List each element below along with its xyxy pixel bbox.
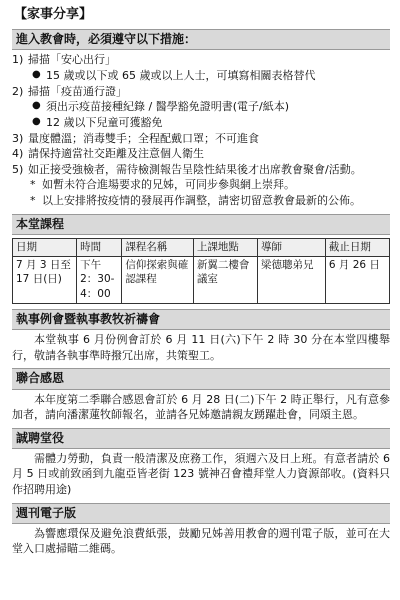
hiring-heading: 誠聘堂役 bbox=[12, 428, 390, 449]
list-item: 3) 量度體溫；消毒雙手；全程配戴口罩；不可進食 bbox=[12, 131, 259, 145]
col-venue: 上課地點 bbox=[193, 238, 257, 256]
hiring-text: 需體力勞動，負責一般清潔及庶務工作，須週六及日上班。有意者請於 6 月 5 日或前致函到九龍亞皆老街 123 號神召會禮拜堂人力資源部收。(資料只作招聘用途) bbox=[12, 451, 390, 496]
fellowship-text: 本年度第二季聯合感恩會訂於 6 月 28 日(二)下午 2 時正舉行，凡有意參加者，請向潘潔蓮牧師報名，並請各兄姊邀請親友踴躍赴會，同頌主恩。 bbox=[12, 392, 390, 422]
list-item: 2) 掃描「疫苗通行證」 bbox=[12, 84, 127, 98]
note-item: * 如暫未符合進場要求的兄姊，可同步參與網上崇拜。 bbox=[30, 178, 295, 192]
courses-heading: 本堂課程 bbox=[12, 214, 390, 235]
deacons-heading: 執事例會暨執事教牧祈禱會 bbox=[12, 309, 390, 330]
entry-measures-list bbox=[12, 52, 390, 208]
list-item: 4) 請保持適當社交距離及注意個人衛生 bbox=[12, 147, 204, 161]
list-subitem: ● 12 歲以下兒童可獲豁免 bbox=[32, 115, 163, 129]
list-item: 1) 掃描「安心出行」 bbox=[12, 53, 116, 67]
col-time: 時間 bbox=[77, 238, 122, 256]
list-subitem: ● 15 歲或以下或 65 歲或以上人士，可填寫相關表格替代 bbox=[32, 69, 316, 83]
course-table bbox=[12, 238, 390, 305]
bullet-icon: ● bbox=[32, 115, 41, 127]
asterisk-icon: * bbox=[30, 193, 36, 207]
col-tutor: 導師 bbox=[258, 238, 326, 256]
entry-measures-heading: 進入教會時，必須遵守以下措施： bbox=[12, 29, 390, 50]
deacons-text: 本堂執事 6 月份例會訂於 6 月 11 日(六)下午 2 時 30 分在本堂四樓舉行，敬請各執事準時撥冗出席，共策聖工。 bbox=[12, 333, 390, 362]
table-row: 7 月 3 日至 17 日(日) 下午 2：30-4：00 信仰探索與確認課程 新翼二樓會議室 梁德聰弟兄 6 月 26 日 bbox=[13, 256, 390, 304]
note-item: * 以上安排將按疫情的發展再作調整，請密切留意教會最新的公佈。 bbox=[30, 193, 361, 207]
bullet-icon: ● bbox=[32, 69, 41, 81]
list-item: 5) 如正接受強檢者，需待檢測報告呈陰性結果後才出席教會聚會/活動。 bbox=[12, 162, 362, 176]
bullet-icon: ● bbox=[32, 100, 41, 112]
asterisk-icon: * bbox=[30, 178, 36, 192]
bulletin-text: 為響應環保及避免浪費紙張，鼓勵兄姊善用教會的週刊電子版，並可在大堂入口處掃瞄二維碼。 bbox=[12, 526, 390, 556]
list-subitem: ● 須出示疫苗接種紀錄 / 醫學豁免證明書(電子/紙本) bbox=[32, 100, 289, 114]
fellowship-heading: 聯合感恩 bbox=[12, 368, 390, 389]
table-header-row bbox=[13, 238, 390, 256]
bulletin-heading: 週刊電子版 bbox=[12, 503, 390, 524]
col-course: 課程名稱 bbox=[122, 238, 194, 256]
page-title: 【家事分享】 bbox=[14, 7, 93, 22]
col-deadline: 截止日期 bbox=[325, 238, 389, 256]
col-date: 日期 bbox=[13, 238, 77, 256]
